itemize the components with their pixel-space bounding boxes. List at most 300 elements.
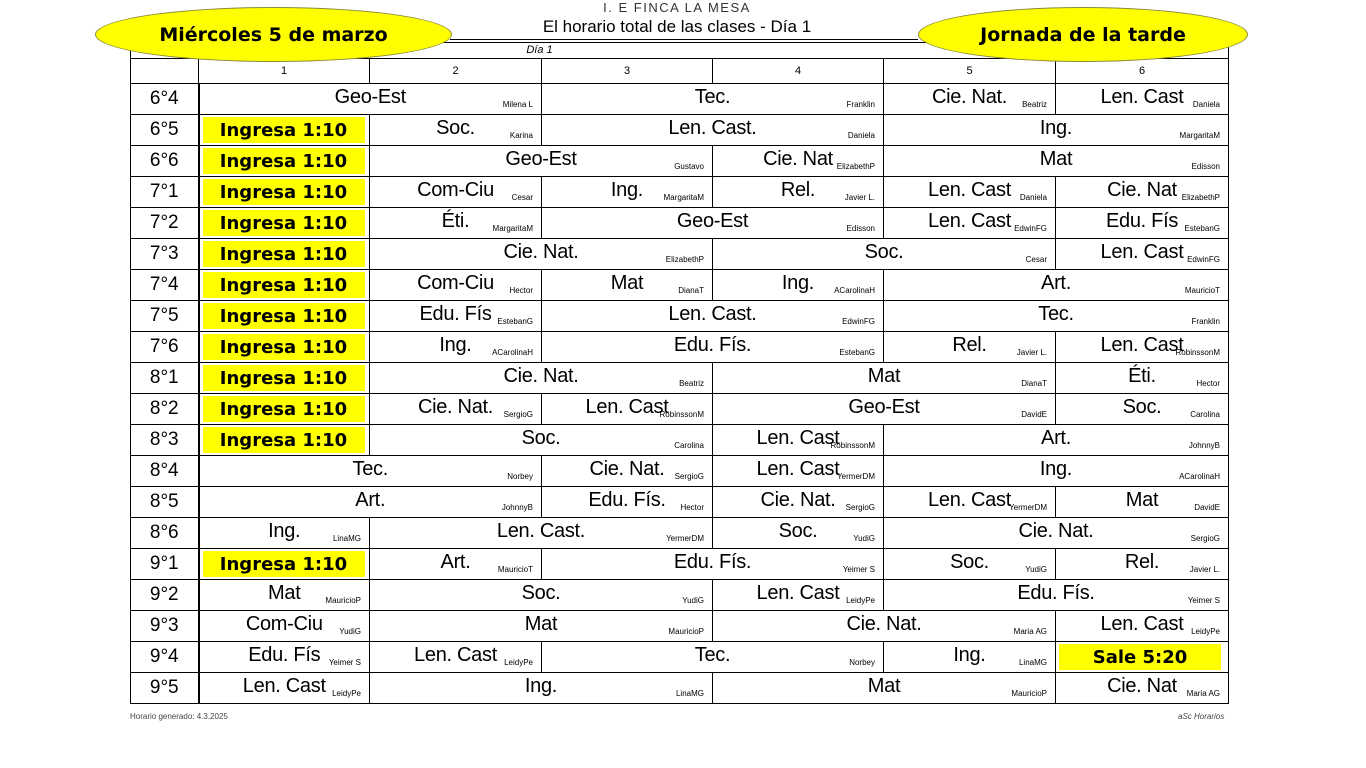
teacher-name: EstebanG [839, 348, 875, 357]
lesson-cell [713, 487, 884, 518]
subject-name: Cie. Nat. [931, 86, 1008, 108]
highlight-note: Ingresa 1:10 [203, 427, 365, 453]
teacher-name: Carolina [674, 441, 704, 450]
class-label: 6°5 [131, 115, 199, 146]
lesson-cell [370, 642, 542, 673]
teacher-name: Yeimer S [842, 565, 875, 574]
class-row [131, 208, 1229, 239]
lesson-cell [713, 394, 1056, 425]
teacher-name: SergioG [1190, 534, 1220, 543]
lesson-cell [713, 177, 884, 208]
page-title: El horario total de las clases - Día 1 [542, 17, 812, 36]
lesson-cell [884, 518, 1229, 549]
lesson-cell [884, 115, 1229, 146]
teacher-name: YudiG [682, 596, 704, 605]
lesson-cell [370, 518, 713, 549]
lesson-cell [884, 580, 1229, 611]
teacher-name: Norbey [507, 472, 533, 481]
teacher-name: RobinssonM [830, 441, 875, 450]
subject-name: Edu. Fís. [673, 334, 752, 356]
subject-name: Soc. [864, 241, 904, 263]
period-header: 6 [1056, 59, 1229, 84]
lesson-cell [199, 394, 370, 425]
subject-name: Rel. [1124, 551, 1160, 573]
lesson-cell [370, 425, 713, 456]
lesson-cell [542, 84, 884, 115]
teacher-name: Yeimer S [328, 658, 361, 667]
lesson-cell [884, 332, 1056, 363]
lesson-cell [1056, 487, 1229, 518]
subject-name: Soc. [950, 551, 989, 573]
lesson-cell [542, 115, 884, 146]
lesson-cell [1056, 673, 1229, 704]
subject-name: Ing. [781, 272, 815, 294]
lesson-cell [199, 456, 542, 487]
subject-name: Edu. Fís. [1017, 582, 1095, 604]
class-row [131, 425, 1229, 456]
subject-name: Com-Ciu [417, 179, 494, 201]
lesson-cell [542, 301, 884, 332]
lesson-cell [1056, 549, 1229, 580]
subject-name: Mat [524, 613, 558, 635]
subject-name: Geo-Est [676, 210, 749, 232]
teacher-name: Karina [509, 131, 533, 140]
class-label: 8°3 [131, 425, 199, 456]
subject-name: Mat [268, 582, 301, 604]
teacher-name: Hector [680, 503, 704, 512]
subject-name: Cie. Nat. [503, 241, 579, 263]
lesson-cell [542, 270, 713, 301]
highlight-note: Ingresa 1:10 [203, 148, 365, 174]
subject-name: Edu. Fís [1105, 210, 1179, 232]
subject-name: Tec. [1038, 303, 1074, 325]
subject-name: Tec. [352, 458, 388, 480]
teacher-name: DavidE [1194, 503, 1220, 512]
highlight-note: Ingresa 1:10 [203, 117, 365, 143]
lesson-cell [199, 611, 370, 642]
class-row [131, 487, 1229, 518]
shift-badge-text: Jornada de la tarde [980, 23, 1186, 46]
teacher-name: Carolina [1190, 410, 1220, 419]
subject-name: Cie. Nat. [846, 613, 922, 635]
subject-name: Edu. Fís [419, 303, 492, 325]
teacher-name: MauricioT [497, 565, 533, 574]
teacher-name: Milena L [502, 100, 533, 109]
subject-name: Len. Cast [928, 179, 1011, 201]
lesson-cell [199, 673, 370, 704]
period-header: 1 [199, 59, 370, 84]
teacher-name: ElizabethP [836, 162, 875, 171]
teacher-name: ACarolinaH [492, 348, 533, 357]
subject-name: Éti. [1128, 365, 1156, 387]
teacher-name: EdwinFG [842, 317, 875, 326]
subject-name: Soc. [436, 117, 475, 139]
subject-name: Tec. [694, 644, 731, 666]
day-label: Día 1 [526, 44, 553, 56]
subject-name: Ing. [1039, 117, 1073, 139]
teacher-name: YudiG [339, 627, 361, 636]
class-row [131, 177, 1229, 208]
lesson-cell [370, 146, 713, 177]
lesson-cell [199, 642, 370, 673]
lesson-cell [1056, 332, 1229, 363]
period-header: 3 [542, 59, 713, 84]
subject-name: Art. [440, 551, 471, 573]
subject-name: Cie. Nat. [589, 458, 665, 480]
highlight-note: Ingresa 1:10 [203, 334, 365, 360]
title-rule [450, 39, 918, 40]
subject-name: Len. Cast [414, 644, 497, 666]
teacher-name: ElizabethP [665, 255, 704, 264]
subject-name: Len. Cast [756, 458, 840, 480]
class-row [131, 549, 1229, 580]
class-row [131, 611, 1229, 642]
class-label: 9°3 [131, 611, 199, 642]
lesson-cell [199, 425, 370, 456]
teacher-name: YermerDM [1009, 503, 1047, 512]
subject-name: Geo-Est [505, 148, 577, 170]
subject-name: Len. Cast [1100, 334, 1184, 356]
teacher-name: LinaMG [1018, 658, 1047, 667]
teacher-name: Maria AG [1186, 689, 1220, 698]
subject-name: Edu. Fís. [673, 551, 752, 573]
class-row [131, 239, 1229, 270]
subject-name: Cie. Nat [1107, 675, 1177, 697]
teacher-name: DianaT [1021, 379, 1047, 388]
highlight-note: Ingresa 1:10 [203, 551, 365, 577]
highlight-note: Ingresa 1:10 [203, 210, 365, 236]
subject-name: Geo-Est [848, 396, 920, 418]
lesson-cell [199, 84, 542, 115]
lesson-cell [370, 673, 713, 704]
teacher-name: EstebanG [497, 317, 533, 326]
lesson-cell [199, 518, 370, 549]
subject-name: Len. Cast [1100, 241, 1184, 263]
teacher-name: EdwinFG [1014, 224, 1047, 233]
class-label: 6°4 [131, 84, 199, 115]
subject-name: Len. Cast [756, 427, 840, 449]
teacher-name: ACarolinaH [1179, 472, 1220, 481]
subject-name: Tec. [694, 86, 731, 108]
teacher-name: Daniela [1019, 193, 1047, 202]
lesson-cell [542, 208, 884, 239]
teacher-name: LinaMG [332, 534, 361, 543]
teacher-name: LeidyPe [846, 596, 875, 605]
lesson-cell [884, 642, 1056, 673]
subject-name: Mat [1125, 489, 1159, 511]
lesson-cell [199, 487, 542, 518]
subject-name: Ing. [439, 334, 472, 356]
teacher-name: Franklin [846, 100, 875, 109]
class-label: 6°6 [131, 146, 199, 177]
class-row [131, 642, 1229, 673]
teacher-name: Cesar [1025, 255, 1047, 264]
subject-name: Ing. [610, 179, 644, 201]
date-badge [95, 7, 452, 62]
teacher-name: JohnnyB [1188, 441, 1220, 450]
teacher-name: JohnnyB [501, 503, 533, 512]
subject-name: Cie. Nat. [417, 396, 494, 418]
teacher-name: Gustavo [674, 162, 704, 171]
lesson-cell [1056, 84, 1229, 115]
lesson-cell [542, 456, 713, 487]
lesson-cell [1056, 611, 1229, 642]
subject-name: Edu. Fís. [588, 489, 666, 511]
subject-name: Len. Cast. [668, 117, 757, 139]
teacher-name: YudiG [1025, 565, 1047, 574]
lesson-cell [884, 301, 1229, 332]
class-label: 9°1 [131, 549, 199, 580]
subject-name: Rel. [952, 334, 987, 356]
lesson-cell [713, 425, 884, 456]
class-label: 9°2 [131, 580, 199, 611]
generated-note: Horario generado: 4.3.2025 [130, 712, 228, 721]
teacher-name: MargaritaM [492, 224, 533, 233]
teacher-name: LeidyPe [504, 658, 533, 667]
lesson-cell [199, 270, 370, 301]
teacher-name: MauricioP [325, 596, 361, 605]
subject-name: Len. Cast [585, 396, 669, 418]
class-row [131, 270, 1229, 301]
lesson-cell [542, 549, 884, 580]
subject-name: Geo-Est [334, 86, 406, 108]
lesson-cell [884, 146, 1229, 177]
highlight-note: Ingresa 1:10 [203, 396, 365, 422]
software-brand: aSc Horarios [1178, 712, 1225, 721]
teacher-name: Norbey [849, 658, 875, 667]
lesson-cell [199, 177, 370, 208]
class-label: 8°6 [131, 518, 199, 549]
class-row [131, 456, 1229, 487]
lesson-cell [713, 580, 884, 611]
lesson-cell [542, 394, 713, 425]
lesson-cell [370, 270, 542, 301]
subject-name: Rel. [780, 179, 816, 201]
schedule-body [131, 59, 1229, 704]
lesson-cell [713, 363, 1056, 394]
class-label: 7°1 [131, 177, 199, 208]
class-row [131, 518, 1229, 549]
subject-name: Len. Cast [928, 210, 1011, 232]
subject-name: Ing. [524, 675, 558, 697]
lesson-cell [199, 146, 370, 177]
class-row [131, 580, 1229, 611]
teacher-name: Edisson [1191, 162, 1220, 171]
highlight-note: Ingresa 1:10 [203, 365, 365, 391]
lesson-cell [370, 239, 713, 270]
class-row [131, 301, 1229, 332]
lesson-cell [370, 580, 713, 611]
subject-name: Soc. [521, 582, 561, 604]
school-name: I. E FINCA LA MESA [603, 0, 751, 15]
class-label: 8°5 [131, 487, 199, 518]
teacher-name: DianaT [678, 286, 704, 295]
subject-name: Ing. [1039, 458, 1073, 480]
class-label: 7°5 [131, 301, 199, 332]
teacher-name: RobinssonM [1175, 348, 1220, 357]
schedule-table [130, 58, 1229, 704]
class-label: 9°5 [131, 673, 199, 704]
subject-name: Soc. [1122, 396, 1162, 418]
subject-name: Art. [355, 489, 386, 511]
lesson-cell [1056, 394, 1229, 425]
lesson-cell [1056, 642, 1229, 673]
class-row [131, 146, 1229, 177]
class-row [131, 673, 1229, 704]
highlight-note: Sale 5:20 [1059, 644, 1221, 670]
class-label: 7°2 [131, 208, 199, 239]
lesson-cell [542, 487, 713, 518]
teacher-name: Javier L. [1189, 565, 1220, 574]
subject-name: Cie. Nat. [503, 365, 579, 387]
teacher-name: YudiG [853, 534, 875, 543]
highlight-note: Ingresa 1:10 [203, 179, 365, 205]
subject-name: Com-Ciu [245, 613, 323, 635]
class-label: 8°2 [131, 394, 199, 425]
class-row [131, 363, 1229, 394]
subject-name: Mat [867, 365, 901, 387]
teacher-name: Yeimer S [1187, 596, 1220, 605]
lesson-cell [370, 332, 542, 363]
teacher-name: MargaritaM [1179, 131, 1220, 140]
subject-name: Cie. Nat. [760, 489, 836, 511]
lesson-cell [370, 115, 542, 146]
lesson-cell [713, 270, 884, 301]
subject-name: Mat [867, 675, 901, 697]
subject-name: Len. Cast [928, 489, 1011, 511]
lesson-cell [884, 425, 1229, 456]
period-header: 2 [370, 59, 542, 84]
lesson-cell [884, 270, 1229, 301]
class-label: 7°3 [131, 239, 199, 270]
teacher-name: Maria AG [1013, 627, 1047, 636]
subject-name: Len. Cast [1100, 86, 1184, 108]
shift-badge [918, 7, 1248, 62]
class-label: 7°6 [131, 332, 199, 363]
class-label: 8°4 [131, 456, 199, 487]
teacher-name: LeidyPe [332, 689, 361, 698]
subject-name: Art. [1041, 272, 1071, 294]
teacher-name: SergioG [674, 472, 704, 481]
highlight-note: Ingresa 1:10 [203, 272, 365, 298]
highlight-note: Ingresa 1:10 [203, 241, 365, 267]
lesson-cell [884, 456, 1229, 487]
subject-name: Soc. [521, 427, 561, 449]
subject-name: Cie. Nat [1107, 179, 1177, 201]
lesson-cell [199, 208, 370, 239]
lesson-cell [370, 549, 542, 580]
teacher-name: ACarolinaH [834, 286, 875, 295]
teacher-name: Hector [1196, 379, 1220, 388]
lesson-cell [884, 549, 1056, 580]
subject-name: Ing. [268, 520, 301, 542]
subject-name: Mat [1039, 148, 1073, 170]
lesson-cell [713, 611, 1056, 642]
lesson-cell [370, 611, 713, 642]
lesson-cell [713, 239, 1056, 270]
period-header: 4 [713, 59, 884, 84]
subject-name: Mat [610, 272, 644, 294]
lesson-cell [713, 518, 884, 549]
lesson-cell [370, 394, 542, 425]
teacher-name: MauricioP [1011, 689, 1047, 698]
subject-name: Len. Cast [242, 675, 326, 697]
teacher-name: Hector [509, 286, 533, 295]
teacher-name: YermerDM [666, 534, 704, 543]
lesson-cell [713, 456, 884, 487]
lesson-cell [370, 301, 542, 332]
teacher-name: Beatriz [1022, 100, 1047, 109]
subject-name: Soc. [778, 520, 818, 542]
teacher-name: Cesar [511, 193, 533, 202]
lesson-cell [542, 332, 884, 363]
subject-name: Cie. Nat. [1018, 520, 1094, 542]
lesson-cell [884, 177, 1056, 208]
teacher-name: Javier L. [844, 193, 875, 202]
class-row [131, 394, 1229, 425]
class-row [131, 84, 1229, 115]
teacher-name: EstebanG [1184, 224, 1220, 233]
subject-name: Éti. [441, 210, 470, 232]
lesson-cell [370, 363, 713, 394]
lesson-cell [542, 177, 713, 208]
subject-name: Len. Cast [1100, 613, 1184, 635]
lesson-cell [1056, 177, 1229, 208]
subject-name: Edu. Fís [248, 644, 321, 666]
teacher-name: EdwinFG [1187, 255, 1220, 264]
class-label: 8°1 [131, 363, 199, 394]
lesson-cell [542, 642, 884, 673]
lesson-cell [1056, 239, 1229, 270]
class-label: 7°4 [131, 270, 199, 301]
lesson-cell [199, 580, 370, 611]
teacher-name: MauricioT [1184, 286, 1220, 295]
teacher-name: LinaMG [675, 689, 704, 698]
class-row [131, 115, 1229, 146]
lesson-cell [199, 301, 370, 332]
teacher-name: Beatriz [679, 379, 704, 388]
lesson-cell [370, 208, 542, 239]
teacher-name: MargaritaM [663, 193, 704, 202]
period-header: 5 [884, 59, 1056, 84]
lesson-cell [1056, 363, 1229, 394]
lesson-cell [713, 673, 1056, 704]
teacher-name: SergioG [845, 503, 875, 512]
date-badge-text: Miércoles 5 de marzo [159, 23, 388, 46]
corner-cell [131, 59, 199, 84]
teacher-name: RobinssonM [659, 410, 704, 419]
teacher-name: LeidyPe [1191, 627, 1220, 636]
teacher-name: DavidE [1021, 410, 1047, 419]
class-row [131, 332, 1229, 363]
teacher-name: Javier L. [1016, 348, 1047, 357]
teacher-name: YermerDM [837, 472, 875, 481]
teacher-name: Daniela [1192, 100, 1220, 109]
lesson-cell [884, 84, 1056, 115]
lesson-cell [1056, 208, 1229, 239]
lesson-cell [713, 146, 884, 177]
subject-name: Ing. [953, 644, 986, 666]
subject-name: Art. [1041, 427, 1071, 449]
teacher-name: MauricioP [668, 627, 704, 636]
lesson-cell [199, 549, 370, 580]
subject-name: Len. Cast [756, 582, 840, 604]
subject-name: Cie. Nat [763, 148, 833, 170]
lesson-cell [884, 208, 1056, 239]
subject-name: Com-Ciu [417, 272, 494, 294]
lesson-cell [199, 363, 370, 394]
lesson-cell [370, 177, 542, 208]
